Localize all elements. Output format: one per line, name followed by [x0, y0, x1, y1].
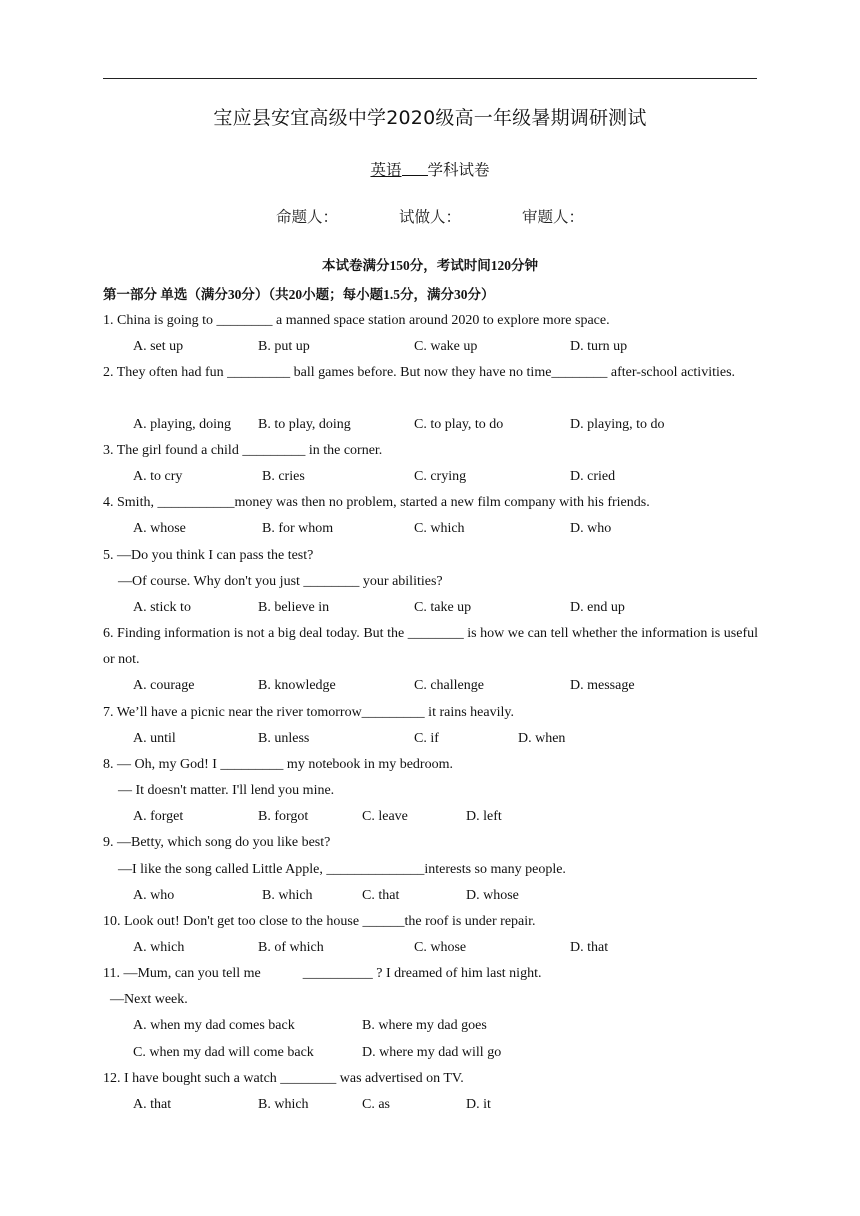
question-11-reply: —Next week. [110, 992, 188, 1007]
question-3-stem: 3. The girl found a child _________ in the corner. [103, 443, 383, 458]
q7-option-b: B. unless [258, 731, 310, 746]
q12-option-a: A. that [133, 1097, 172, 1112]
q5-option-a: A. stick to [133, 600, 191, 615]
q1-option-d: D. turn up [570, 339, 628, 354]
q11-option-b: B. where my dad goes [362, 1018, 487, 1033]
q7-option-a: A. until [133, 731, 176, 746]
q3-option-a: A. to cry [133, 469, 183, 484]
q10-option-d: D. that [570, 940, 609, 955]
q12-option-c: C. as [362, 1097, 390, 1112]
q6-option-a: A. courage [133, 678, 195, 693]
question-8-stem: 8. — Oh, my God! I _________ my notebook in my bedroom. [103, 757, 453, 772]
q7-option-d: D. when [518, 731, 566, 746]
role-author: 命题人： [276, 208, 339, 226]
question-11-stem: 11. —Mum, can you tell me __________ ? I dreamed of him last night. [103, 966, 542, 981]
q8-option-c: C. leave [362, 809, 408, 824]
q8-option-a: A. forget [133, 809, 184, 824]
question-7-stem: 7. We’ll have a picnic near the river tomorrow_________ it rains heavily. [103, 705, 514, 720]
q1-option-a: A. set up [133, 339, 184, 354]
question-5-stem: 5. —Do you think I can pass the test? [103, 548, 314, 563]
q4-option-b: B. for whom [262, 521, 334, 536]
question-4-stem: 4. Smith, ___________money was then no problem, started a new film company with his friends. [103, 495, 650, 510]
q8-option-d: D. left [466, 809, 502, 824]
q10-option-a: A. which [133, 940, 185, 955]
q10-option-c: C. whose [414, 940, 467, 955]
question-8-reply: — It doesn't matter. I'll lend you mine. [118, 783, 335, 798]
q11-option-c: C. when my dad will come back [133, 1045, 314, 1060]
q6-option-b: B. knowledge [258, 678, 336, 693]
question-1-stem: 1. China is going to ________ a manned space station around 2020 to explore more space. [103, 313, 610, 328]
q1-option-c: C. wake up [414, 339, 478, 354]
section-title: 第一部分 单选（满分30分）（共20小题；每小题1.5分，满分30分） [103, 287, 495, 302]
question-10-stem: 10. Look out! Don't get too close to the house ______the roof is under repair. [103, 914, 536, 929]
role-reviewer: 审题人： [521, 208, 584, 226]
roles-line [0, 205, 860, 227]
q8-option-b: B. forgot [258, 809, 309, 824]
q12-option-b: B. which [258, 1097, 309, 1112]
q3-option-c: C. crying [414, 469, 467, 484]
header-rule [103, 78, 757, 79]
question-9-stem: 9. —Betty, which song do you like best? [103, 835, 331, 850]
q12-option-d: D. it [466, 1097, 491, 1112]
exam-title: 宝应县安宜高级中学2020级高一年级暑期调研测试 [213, 107, 647, 129]
q11-option-a: A. when my dad comes back [133, 1018, 295, 1033]
q10-option-b: B. of which [258, 940, 324, 955]
q2-option-c: C. to play, to do [414, 417, 504, 432]
subject-suffix: 学科试卷 [427, 161, 490, 179]
q9-option-c: C. that [362, 888, 400, 903]
q6-option-d: D. message [570, 678, 635, 693]
q5-option-c: C. take up [414, 600, 472, 615]
question-2-stem: 2. They often had fun _________ ball games before. But now they have no time________ after-school activities. [103, 365, 736, 380]
q4-option-c: C. which [414, 521, 465, 536]
subject-name: 英语 [370, 161, 402, 179]
exam-info: 本试卷满分150分，考试时间120分钟 [322, 258, 538, 273]
q2-option-b: B. to play, doing [258, 417, 351, 432]
q4-option-a: A. whose [133, 521, 186, 536]
q3-option-d: D. cried [570, 469, 616, 484]
q9-option-a: A. who [133, 888, 175, 903]
q4-option-d: D. who [570, 521, 612, 536]
q9-option-d: D. whose [466, 888, 519, 903]
subject-blank [402, 161, 428, 176]
question-9-reply: —I like the song called Little Apple, ______________interests so many people. [118, 862, 566, 877]
question-12-stem: 12. I have bought such a watch ________ was advertised on TV. [103, 1071, 464, 1086]
q5-option-b: B. believe in [258, 600, 330, 615]
q7-option-c: C. if [414, 731, 439, 746]
q3-option-b: B. cries [262, 469, 305, 484]
question-6-stem: 6. Finding information is not a big deal today. But the ________ is how we can tell whether the information is useful or not. [103, 626, 758, 667]
q2-option-a: A. playing, doing [133, 417, 231, 432]
question-5-reply: —Of course. Why don't you just ________ your abilities? [118, 574, 443, 589]
q5-option-d: D. end up [570, 600, 625, 615]
q2-option-d: D. playing, to do [570, 417, 665, 432]
subject-line [0, 158, 860, 180]
q6-option-c: C. challenge [414, 678, 484, 693]
q9-option-b: B. which [262, 888, 313, 903]
role-tester: 试做人： [398, 208, 461, 226]
q11-option-d: D. where my dad will go [362, 1045, 502, 1060]
q1-option-b: B. put up [258, 339, 310, 354]
